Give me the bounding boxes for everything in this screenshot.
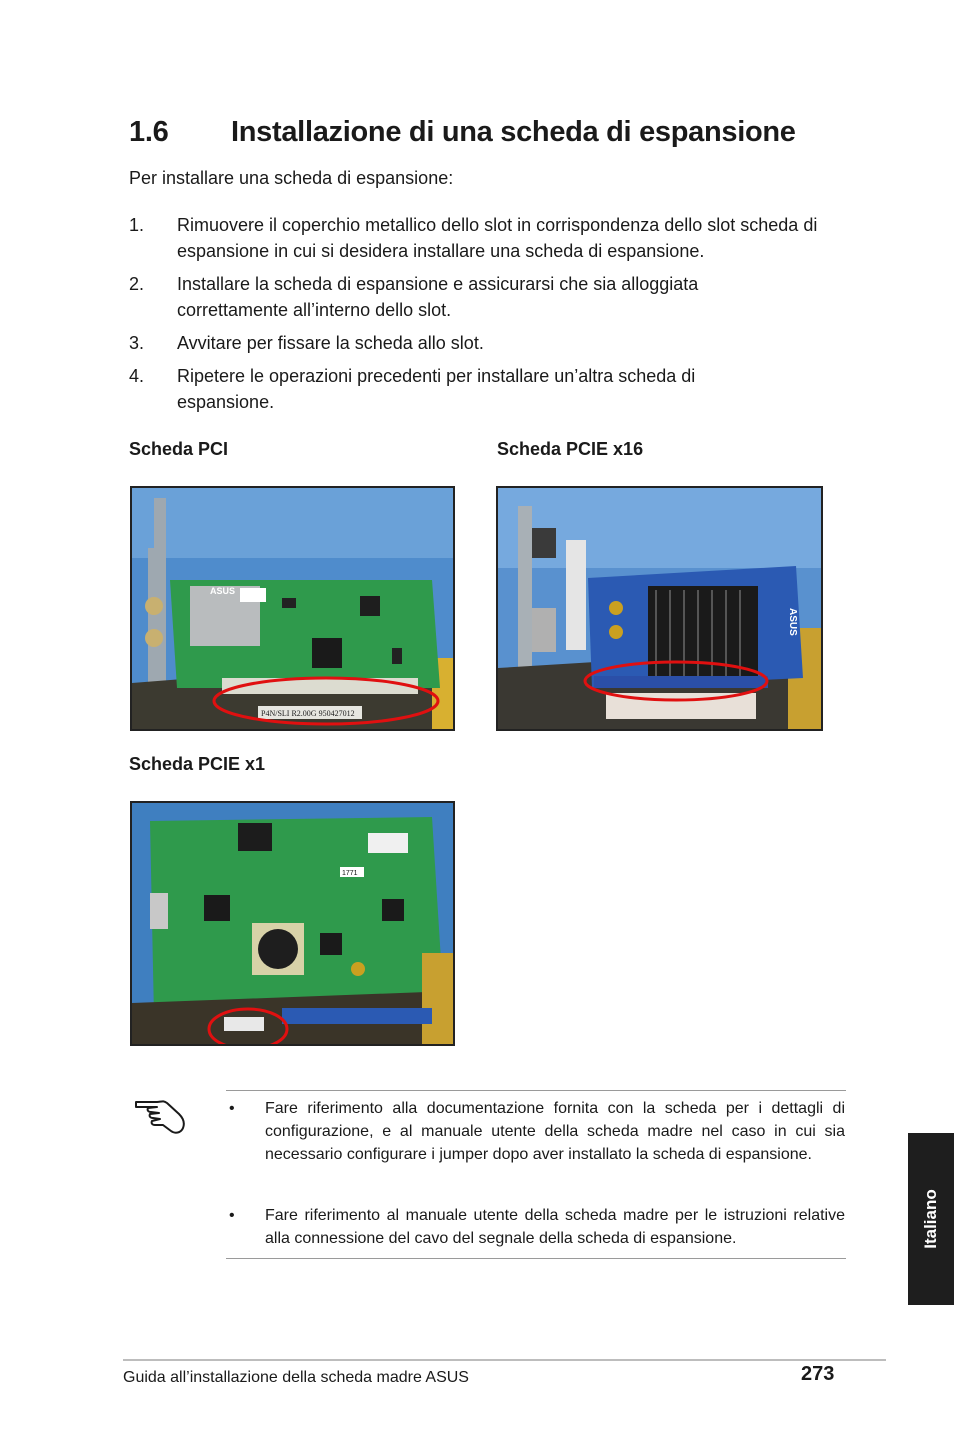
language-tab	[908, 1133, 954, 1305]
bullet-dot: •	[229, 1100, 235, 1117]
pcie-x1-card-photo	[130, 801, 455, 1046]
step-number: 2.	[129, 274, 145, 294]
step-text: Ripetere le operazioni precedenti per installare un’altra scheda di espansione.	[177, 366, 696, 412]
pcie-x16-card-illustration	[498, 488, 821, 729]
step-number: 4.	[129, 366, 145, 386]
pcie-x1-chip-label: 1771	[342, 870, 358, 877]
note-text: Fare riferimento alla documentazione fornita con la scheda per i dettagli di configurazione, e al manuale utente della scheda madre nel caso in cui sia necessario configurare i jumper dopo aver installato la scheda di espansione.	[265, 1100, 845, 1163]
note-top-rule	[226, 1090, 846, 1091]
caption-pcie-x1: Scheda PCIE x1	[129, 754, 266, 774]
caption-pcie-x16: Scheda PCIE x16	[497, 439, 644, 459]
footer-rule	[123, 1359, 886, 1361]
pcie-x16-card-photo	[496, 486, 823, 731]
pcie-x16-brand-logo: ASUS	[787, 608, 798, 636]
step-text: Avvitare per fissare la scheda allo slot.	[177, 333, 484, 353]
bullet-dot: •	[229, 1207, 235, 1224]
section-title: Installazione di una scheda di espansione	[231, 116, 796, 148]
note-text: Fare riferimento al manuale utente della scheda madre per le istruzioni relative alla connessione del cavo del segnale della scheda di espansione.	[265, 1207, 845, 1247]
step-number: 1.	[129, 215, 145, 235]
note-bottom-rule	[226, 1258, 846, 1259]
step-number: 3.	[129, 333, 145, 353]
pci-card-photo	[130, 486, 455, 731]
pci-board-label: P4N/SLI R2.00G 950427012	[261, 709, 355, 718]
language-tab-label: Italiano	[921, 1189, 940, 1249]
pci-card-illustration	[132, 488, 453, 729]
page-number: 273	[801, 1363, 835, 1385]
pointing-hand-icon	[133, 1090, 187, 1136]
section-number: 1.6	[129, 116, 169, 148]
pci-brand-logo: ASUS	[210, 586, 236, 596]
caption-pci: Scheda PCI	[129, 439, 229, 459]
intro-text: Per installare una scheda di espansione:	[129, 168, 454, 188]
footer-title: Guida all’installazione della scheda madre ASUS	[123, 1369, 469, 1386]
section-heading	[129, 116, 796, 149]
pcie-x1-card-illustration	[132, 803, 453, 1044]
step-text: Rimuovere il coperchio metallico dello slot in corrispondenza dello slot scheda di espansione in cui si desidera installare una scheda di espansione.	[177, 215, 818, 261]
step-text: Installare la scheda di espansione e assicurarsi che sia alloggiata correttamente all’interno dello slot.	[177, 274, 699, 320]
